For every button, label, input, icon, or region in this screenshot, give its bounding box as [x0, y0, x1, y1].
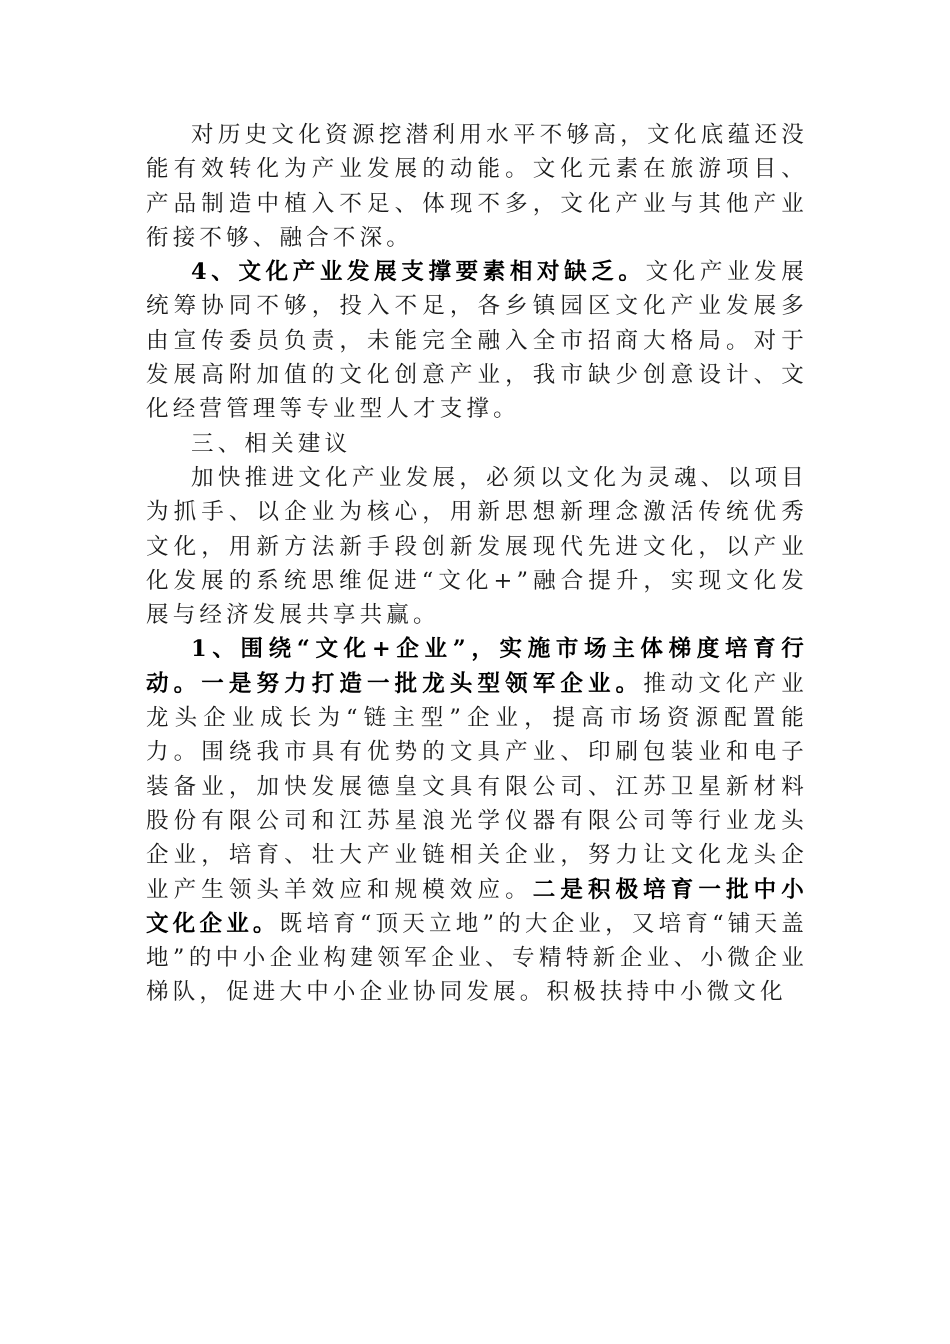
paragraph-subheading: 二是积极培育一批中小文化企业。: [146, 876, 808, 937]
paragraph-intro-suggestions: [146, 461, 808, 632]
paragraph-heading: 4、文化产业发展支撑要素相对缺乏。: [191, 259, 646, 286]
document-body: [146, 118, 808, 1010]
section-heading-suggestions: [146, 427, 808, 461]
paragraph-text: 文化产业发展统筹协同不够，投入不足，各乡镇园区文化产业发展多由宣传委员负责，未能完全融入全市招商大格局。对于发展高附加值的文化创意产业，我市缺少创意设计、文化经营管理等专业型人才支撑。: [146, 259, 808, 423]
section-heading-text: 三、相关建议: [191, 430, 352, 457]
paragraph-support-factors: [146, 255, 808, 426]
paragraph-text: 对历史文化资源挖潜利用水平不够高，文化底蕴还没能有效转化为产业发展的动能。文化元素在旅游项目、产品制造中植入不足、体现不多，文化产业与其他产业衔接不够、融合不深。: [146, 122, 808, 251]
paragraph-heading: 1、围绕“文化+企业”，实施市场主体梯度培育行动。一是努力打造一批龙头型领军企业。: [146, 636, 808, 697]
paragraph-text: 加快推进文化产业发展，必须以文化为灵魂、以项目为抓手、以企业为核心，用新思想新理念激活传统优秀文化，用新方法新手段创新发展现代先进文化，以产业化发展的系统思维促进“文化+”融合提升，实现文化发展与经济发展共享共赢。: [146, 464, 808, 629]
paragraph-text: 既培育“顶天立地”的大企业，又培育“铺天盖地”的中小企业构建领军企业、专精特新企业、小微企业梯队，促进大中小企业协同发展。积极扶持中小微文化: [146, 910, 808, 1006]
paragraph-culture-enterprise: [146, 632, 808, 1009]
paragraph-text: 推动文化产业龙头企业成长为“链主型”企业，提高市场资源配置能力。围绕我市具有优势的文具产业、印刷包装业和电子装备业，加快发展德皇文具有限公司、江苏卫星新材料股份有限公司和江苏星浪光学仪器有限公司等行业龙头企业，培育、壮大产业链相关企业，努力让文化龙头企业产生领头羊效应和规模效应。: [146, 670, 808, 903]
paragraph-historical-resources: [146, 118, 808, 255]
